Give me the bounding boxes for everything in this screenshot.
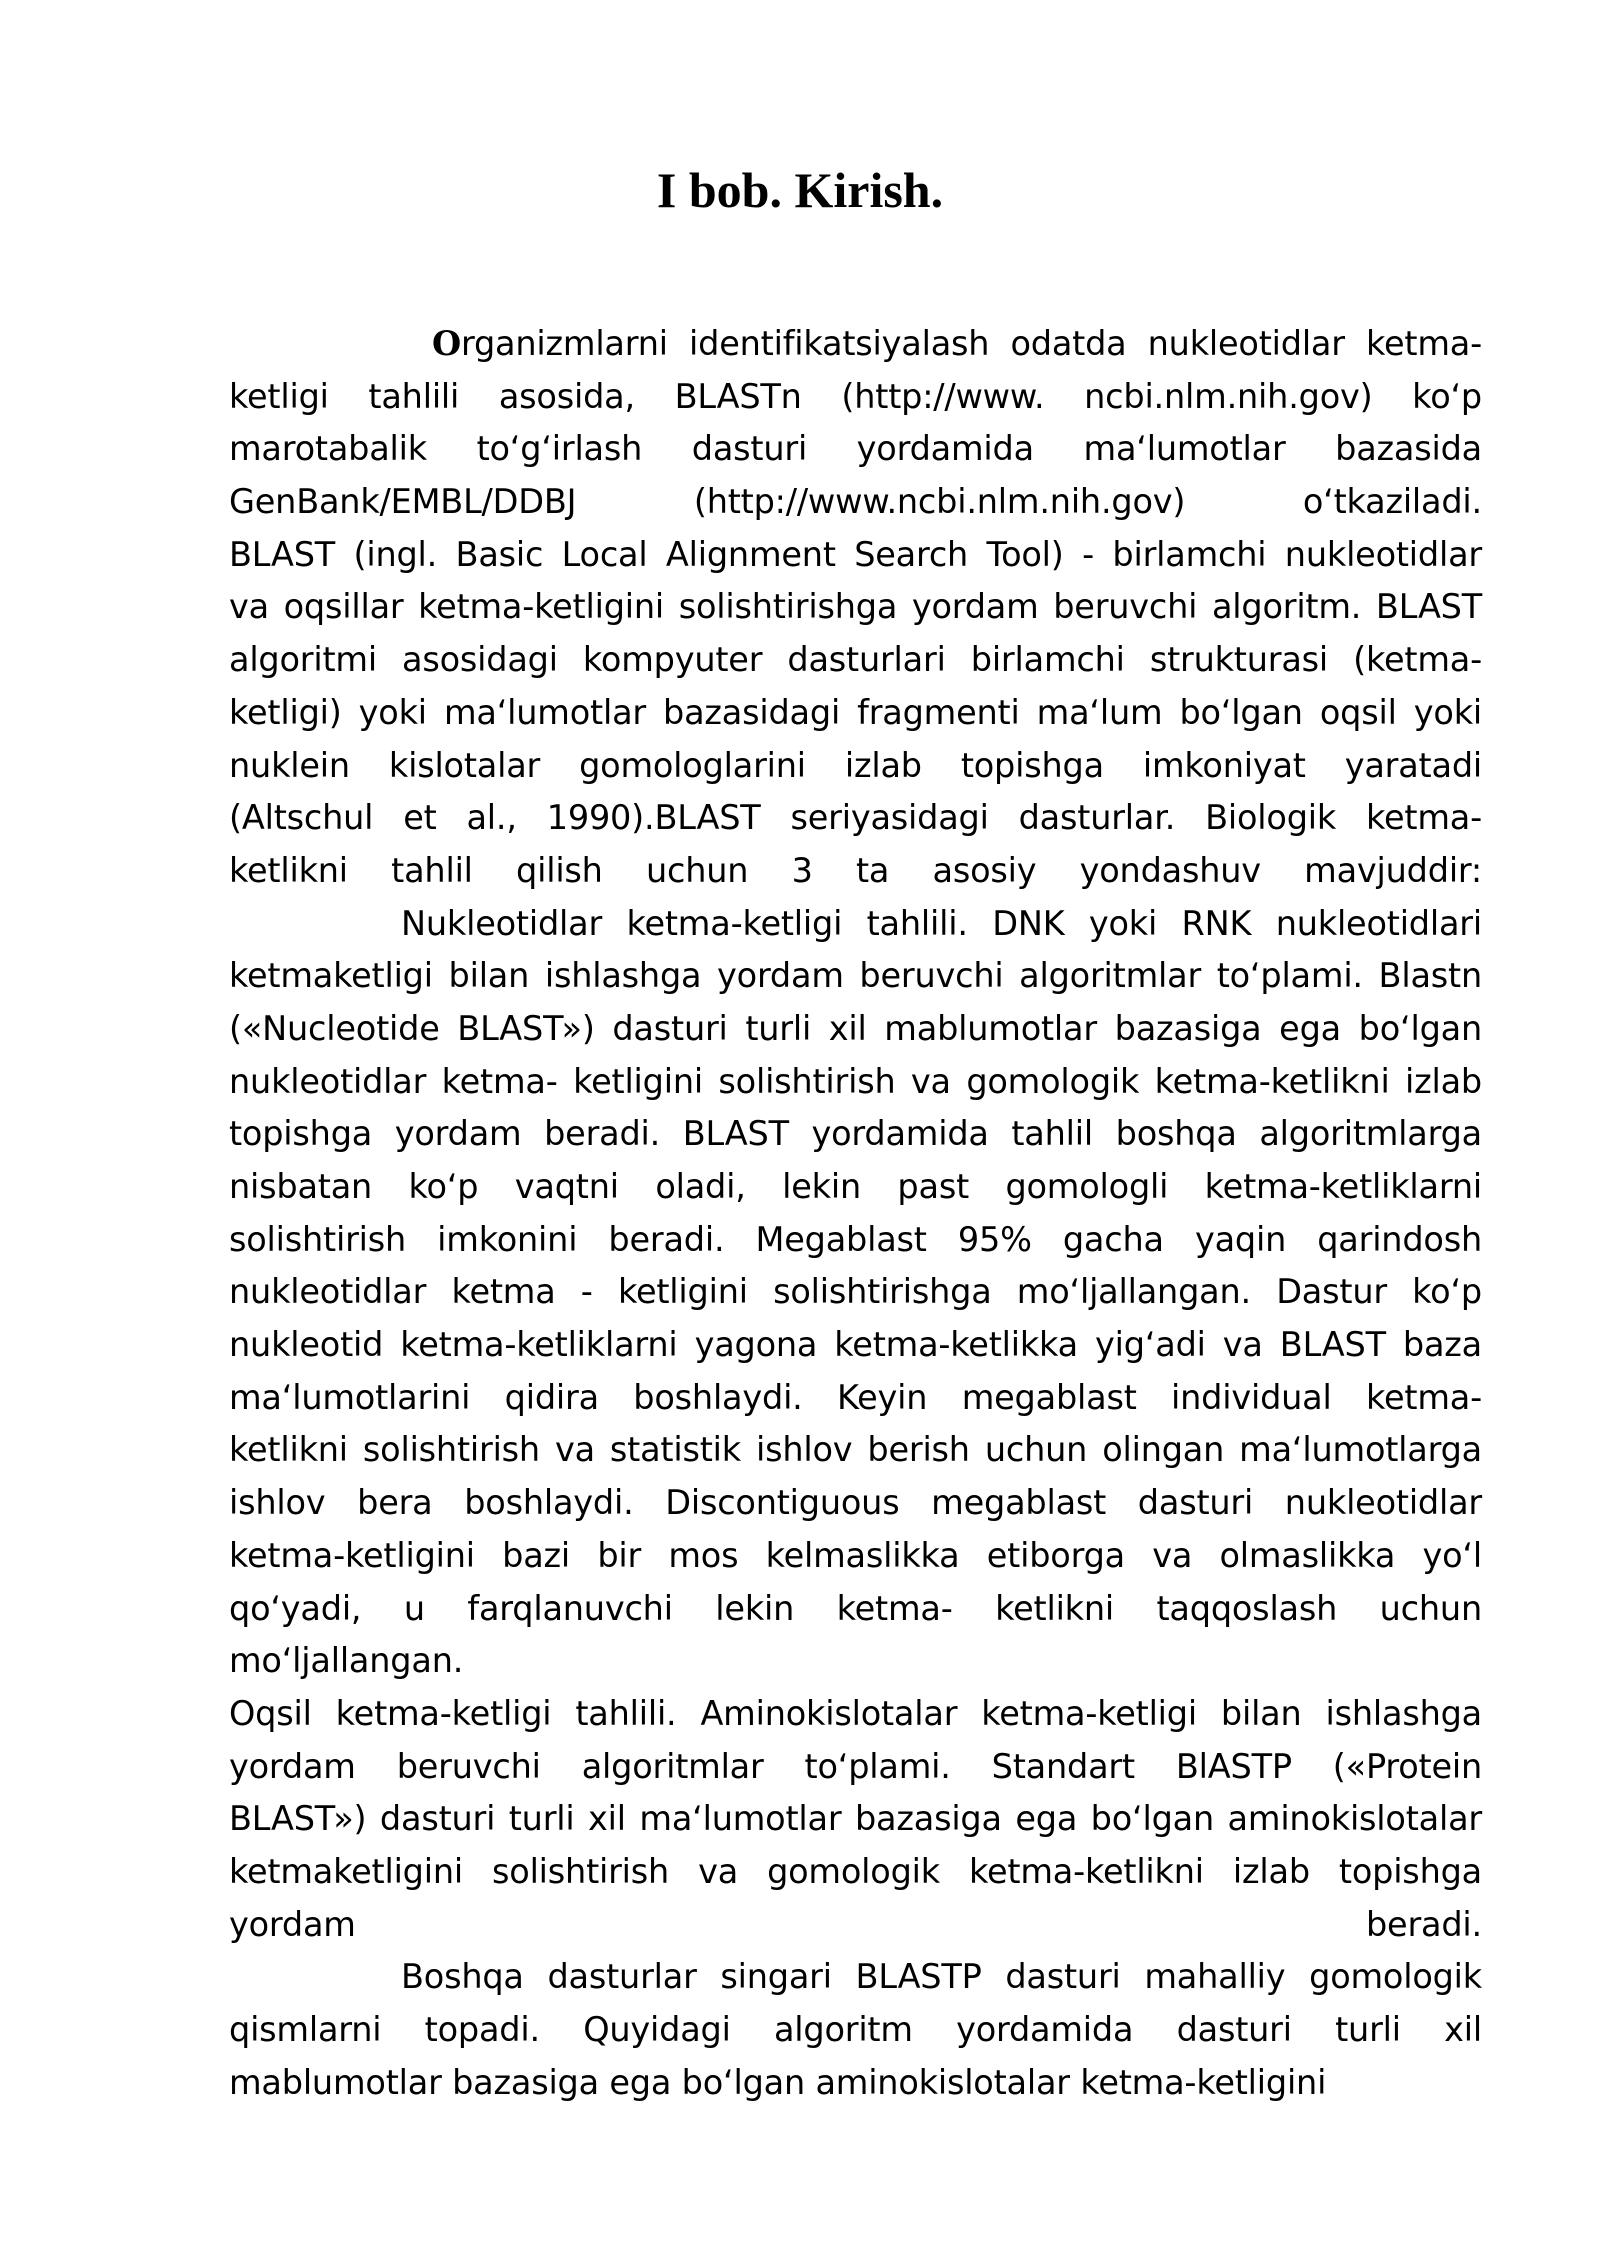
text-line: nukleotid ketma-ketliklarni yagona ketma-ketlikka yig‘adi va BLAST baza (229, 1325, 1482, 1365)
text-line: ketmaketligini solishtirish va gomologik ketma-ketlikni izlab topishga (229, 1851, 1482, 1891)
text-line: mo‘ljallangan. (229, 1641, 464, 1681)
text-line: GenBank/EMBL/DDBJ (http://www.ncbi.nlm.nih.gov) o‘tkaziladi. (229, 482, 1482, 522)
text-line: ishlov bera boshlaydi. Discontiguous megablast dasturi nukleotidlar (229, 1483, 1482, 1523)
initial-letter: O (432, 324, 461, 363)
text-line: (Altschul et al., 1990).BLAST seriyasidagi dasturlar. Biologik ketma- (229, 798, 1482, 838)
text-line: ma‘lumotlarini qidira boshlaydi. Keyin megablast individual ketma- (229, 1377, 1482, 1417)
text-line: Organizmlarni identifikatsiyalash odatda nukleotidlar ketma- (432, 324, 1482, 363)
text-line: nisbatan ko‘p vaqtni oladi, lekin past gomologli ketma-ketliklarni (229, 1167, 1482, 1206)
text-line: ketligi) yoki ma‘lumotlar bazasidagi fragmenti ma‘lum bo‘lgan oqsil yoki (229, 692, 1482, 732)
text-line: BLAST») dasturi turli xil ma‘lumotlar bazasiga ega bo‘lgan aminokislotalar (229, 1799, 1482, 1839)
text-line: yordam beruvchi algoritmlar to‘plami. Standart BlASTP («Protein (229, 1746, 1482, 1786)
text-line: qismlarni topadi. Quyidagi algoritm yordamida dasturi turli xil (229, 2010, 1482, 2049)
text-line: Boshqa dasturlar singari BLASTP dasturi mahalliy gomologik (401, 1957, 1482, 1997)
body-text (229, 318, 1482, 2109)
text-line: Nukleotidlar ketma-ketligi tahlili. DNK yoki RNK nukleotidlari (401, 903, 1482, 943)
text-line: ketligi tahlili asosida, BLASTn (http://www. ncbi.nlm.nih.gov) ko‘p (229, 376, 1482, 416)
text-line: marotabalik to‘g‘irlash dasturi yordamida ma‘lumotlar bazasida (229, 429, 1482, 469)
text-line: nuklein kislotalar gomologlarini izlab topishga imkoniyat yaratadi (229, 745, 1482, 785)
text-line: ketlikni tahlil qilish uchun 3 ta asosiy yondashuv mavjuddir: (229, 850, 1482, 890)
text-line: solishtirish imkonini beradi. Megablast 95% gacha yaqin qarindosh (229, 1219, 1482, 1259)
text-line: ketma-ketligini bazi bir mos kelmaslikka etiborga va olmaslikka yo‘l (229, 1535, 1482, 1575)
chapter-title: I bob. Kirish. (656, 162, 944, 218)
text-line: mablumotlar bazasiga ega bo‘lgan aminokislotalar ketma-ketligini (229, 2062, 1327, 2102)
text-line: BLAST (ingl. Basic Local Alignment Search Tool) - birlamchi nukleotidlar (229, 534, 1482, 574)
text-line: qo‘yadi, u farqlanuvchi lekin ketma- ketlikni taqqoslash uchun (229, 1588, 1482, 1628)
text-line: yordam beradi. (229, 1904, 1482, 1944)
text-line: ketmaketligi bilan ishlashga yordam beruvchi algoritmlar to‘plami. Blastn (229, 956, 1482, 996)
text-line: Oqsil ketma-ketligi tahlili. Aminokislotalar ketma-ketligi bilan ishlashga (229, 1693, 1482, 1733)
text-line: va oqsillar ketma-ketligini solishtirishga yordam beruvchi algoritm. BLAST (229, 587, 1482, 627)
text-line: nukleotidlar ketma - ketligini solishtirishga mo‘ljallangan. Dastur ko‘p (229, 1272, 1482, 1312)
text-line: nukleotidlar ketma- ketligini solishtirish va gomologik ketma-ketlikni izlab (229, 1061, 1482, 1101)
text-line: ketlikni solishtirish va statistik ishlov berish uchun olingan ma‘lumotlarga (229, 1430, 1482, 1470)
text-line: («Nucleotide BLAST») dasturi turli xil mablumotlar bazasiga ega bo‘lgan (229, 1008, 1482, 1048)
text-line: topishga yordam beradi. BLAST yordamida tahlil boshqa algoritmlarga (229, 1114, 1482, 1154)
text-line: algoritmi asosidagi kompyuter dasturlari birlamchi strukturasi (ketma- (229, 640, 1482, 680)
